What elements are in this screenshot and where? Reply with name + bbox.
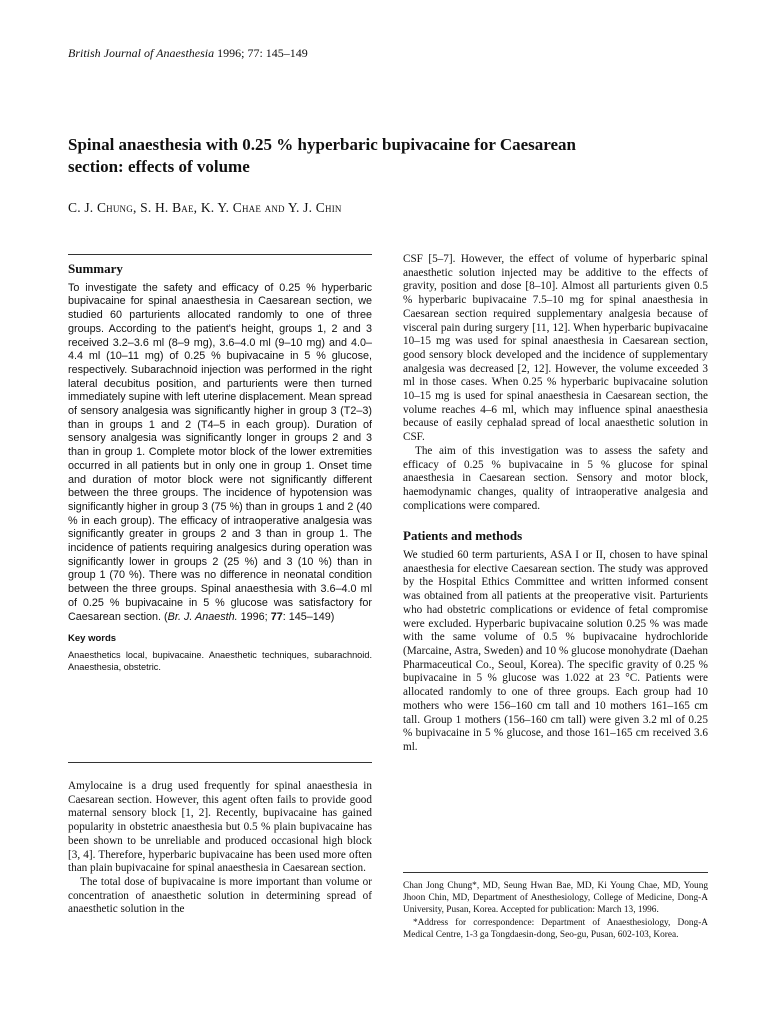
body-left-column (68, 780, 372, 917)
citation-pages: : 145–149) (282, 610, 335, 623)
keywords-heading: Key words (68, 633, 117, 645)
body-paragraph: Amylocaine is a drug used frequently for spinal anaesthesia in Caesarean section. However, this agent often fails to provide good maternal sensory block [1, 2]. Recently, bupivacaine has gained popularity in obstetric anaesthesia but 0.5 % plain bupivacaine has been shown to be unreliable and produced occasional high block [3, 4]. Therefore, hyperbaric bupivacaine has been used more often than plain bupivacaine for spinal anaesthesia in Caesarean section. (68, 780, 372, 875)
correspondence-address: *Address for correspondence: Department of Anaesthesiology, Dong-A Medical Centre, 1-3 ga Tongdaesin-dong, Seo-gu, Pusan, 602-103, Korea. (403, 917, 708, 940)
summary-bottom-rule (68, 762, 372, 763)
summary-abstract (68, 282, 372, 625)
methods-paragraph: We studied 60 term parturients, ASA I or II, chosen to have spinal anaesthesia for elective Caesarean section. The study was approved by the Hospital Ethics Committee and written informed consent was obtained from all patients at the preoperative visit. Parturients who had obstetric complications or evidence of fetal compromise were excluded. Hyperbaric bupivacaine solution 0.25 % was made with the same volume of 0.5 % bupivacaine hydrochloride (Marcaine, Astra, Sweden) and 10 % glucose monohydrate (Daehan Pharmaceutical Co., Seoul, Korea). The specific gravity of 0.25 % bupivacaine in 5 % glucose was 1.022 at 23 °C. Patients were allocated randomly to one of three groups. Each group had 10 mothers who were 156–160 cm tall and 10 mothers 161–165 cm tall. Group 1 mothers (156–160 cm tall) were given 3.2 ml of 0.25 % bupivacaine in 5 % glucose, and those 161–165 cm received 3.6 ml. (403, 549, 708, 753)
body-right-column (403, 253, 708, 755)
author-affiliation: Chan Jong Chung*, MD, Seung Hwan Bae, MD, Ki Young Chae, MD, Young Jhoon Chin, MD, Department of Anesthesiology, College of Medicine, Dong-A University, Pusan, Korea. Accepted for publication: March 13, 1996. (403, 881, 708, 916)
author-list: C. J. Chung, S. H. Bae, K. Y. Chae and Y. J. Chin (68, 200, 342, 215)
citation-prefix: ( (164, 610, 168, 623)
summary-heading: Summary (68, 261, 123, 276)
body-paragraph: The aim of this investigation was to assess the safety and efficacy of 0.25 % bupivacaine in 5 % glucose for spinal anaesthesia in Caesarean section. Sensory and motor block, haemodynamic changes, quality of intraoperative analgesia and complications were compared. (403, 444, 708, 512)
body-paragraph: The total dose of bupivacaine is more important than volume or concentration of anaesthetic solution in determining spread of anaesthetic solution in the (68, 875, 372, 916)
citation-year: 1996; (237, 610, 271, 623)
journal-name: British Journal of Anaesthesia (68, 46, 215, 60)
citation-volume: 77 (270, 610, 283, 623)
methods-heading: Patients and methods (403, 528, 523, 544)
article-title: Spinal anaesthesia with 0.25 % hyperbaric bupivacaine for Caesarean section: effects of volume (68, 135, 576, 176)
summary-text: To investigate the safety and efficacy of 0.25 % hyperbaric bupivacaine for spinal anaesthesia in Caesarean section, we studied 60 parturients allocated randomly to one of three groups. According to the patient's height, groups 1, 2 and 3 received 3.2–3.6 ml (8–9 mg), 3.6–4.0 ml (9–10 mg) and 4.0–4.4 ml (10–11 mg) of 0.25 % bupivacaine in 5 % glucose, respectively. Subarachnoid injection was performed in the right lateral decubitus position, and parturients were then turned immediately supine with left uterine displacement. Mean spread of sensory analgesia was significantly higher in group 3 (T2–3) than in groups 1 and 2 (T4–5 in each group). Duration of sensory analgesia was significantly longer in groups 2 and 3 than in group 1. Complete motor block of the lower extremities occurred in all patients but in only one in group 1. Onset time and duration of motor block were not significantly different between the three groups. The incidence of hypotension was significantly higher in group 3 (75 %) than in groups 1 and 2 (40 % in each group). The efficacy of intraoperative analgesia was significantly greater in groups 2 and 3 than in group 1. The incidence of patients requiring analgesics during operation was significantly lower in groups 2 (25 %) and 3 (10 %) than in group 1 (70 %). There was no difference in neonatal condition between the three groups. Spinal anaesthesia with 3.6–4.0 ml of 0.25 % bupivacaine in 5 % glucose was satisfactory for Caesarean section. (68, 281, 372, 623)
journal-volume: 1996; 77: 145–149 (214, 46, 308, 60)
footnote (403, 880, 708, 941)
keywords-list: Anaesthetics local, bupivacaine. Anaesthetic techniques, subarachnoid. Anaesthesia, obstetric. (68, 649, 372, 672)
journal-citation (68, 46, 308, 61)
summary-top-rule (68, 254, 372, 255)
body-paragraph: CSF [5–7]. However, the effect of volume of hyperbaric spinal anaesthetic solution injected may be additive to the effects of gravity, position and dose [8–10]. Almost all parturients given 0.5 % hyperbaric bupivacaine 7.5–10 mg for spinal anaesthesia in Caesarean section required supplementary analgesia because of visceral pain during surgery [11, 12]. When hyperbaric bupivacaine 10–15 mg was used for spinal anaesthesia in Caesarean section, good sensory block developed and the incidence of supplementary analgesia was decreased [2, 12]. However, the volume exceeded 3 ml in those cases. When 0.25 % hyperbaric bupivacaine solution 10–15 mg is used for spinal anaesthesia in Caesarean section, the volume reaches 4–6 ml, which may influence spinal anaesthesia because of easily cephalad spread of local anaesthetic solution in CSF. (403, 253, 708, 444)
summary-block (68, 262, 372, 673)
footnote-rule (403, 872, 708, 873)
citation-journal: Br. J. Anaesth. (167, 610, 238, 623)
